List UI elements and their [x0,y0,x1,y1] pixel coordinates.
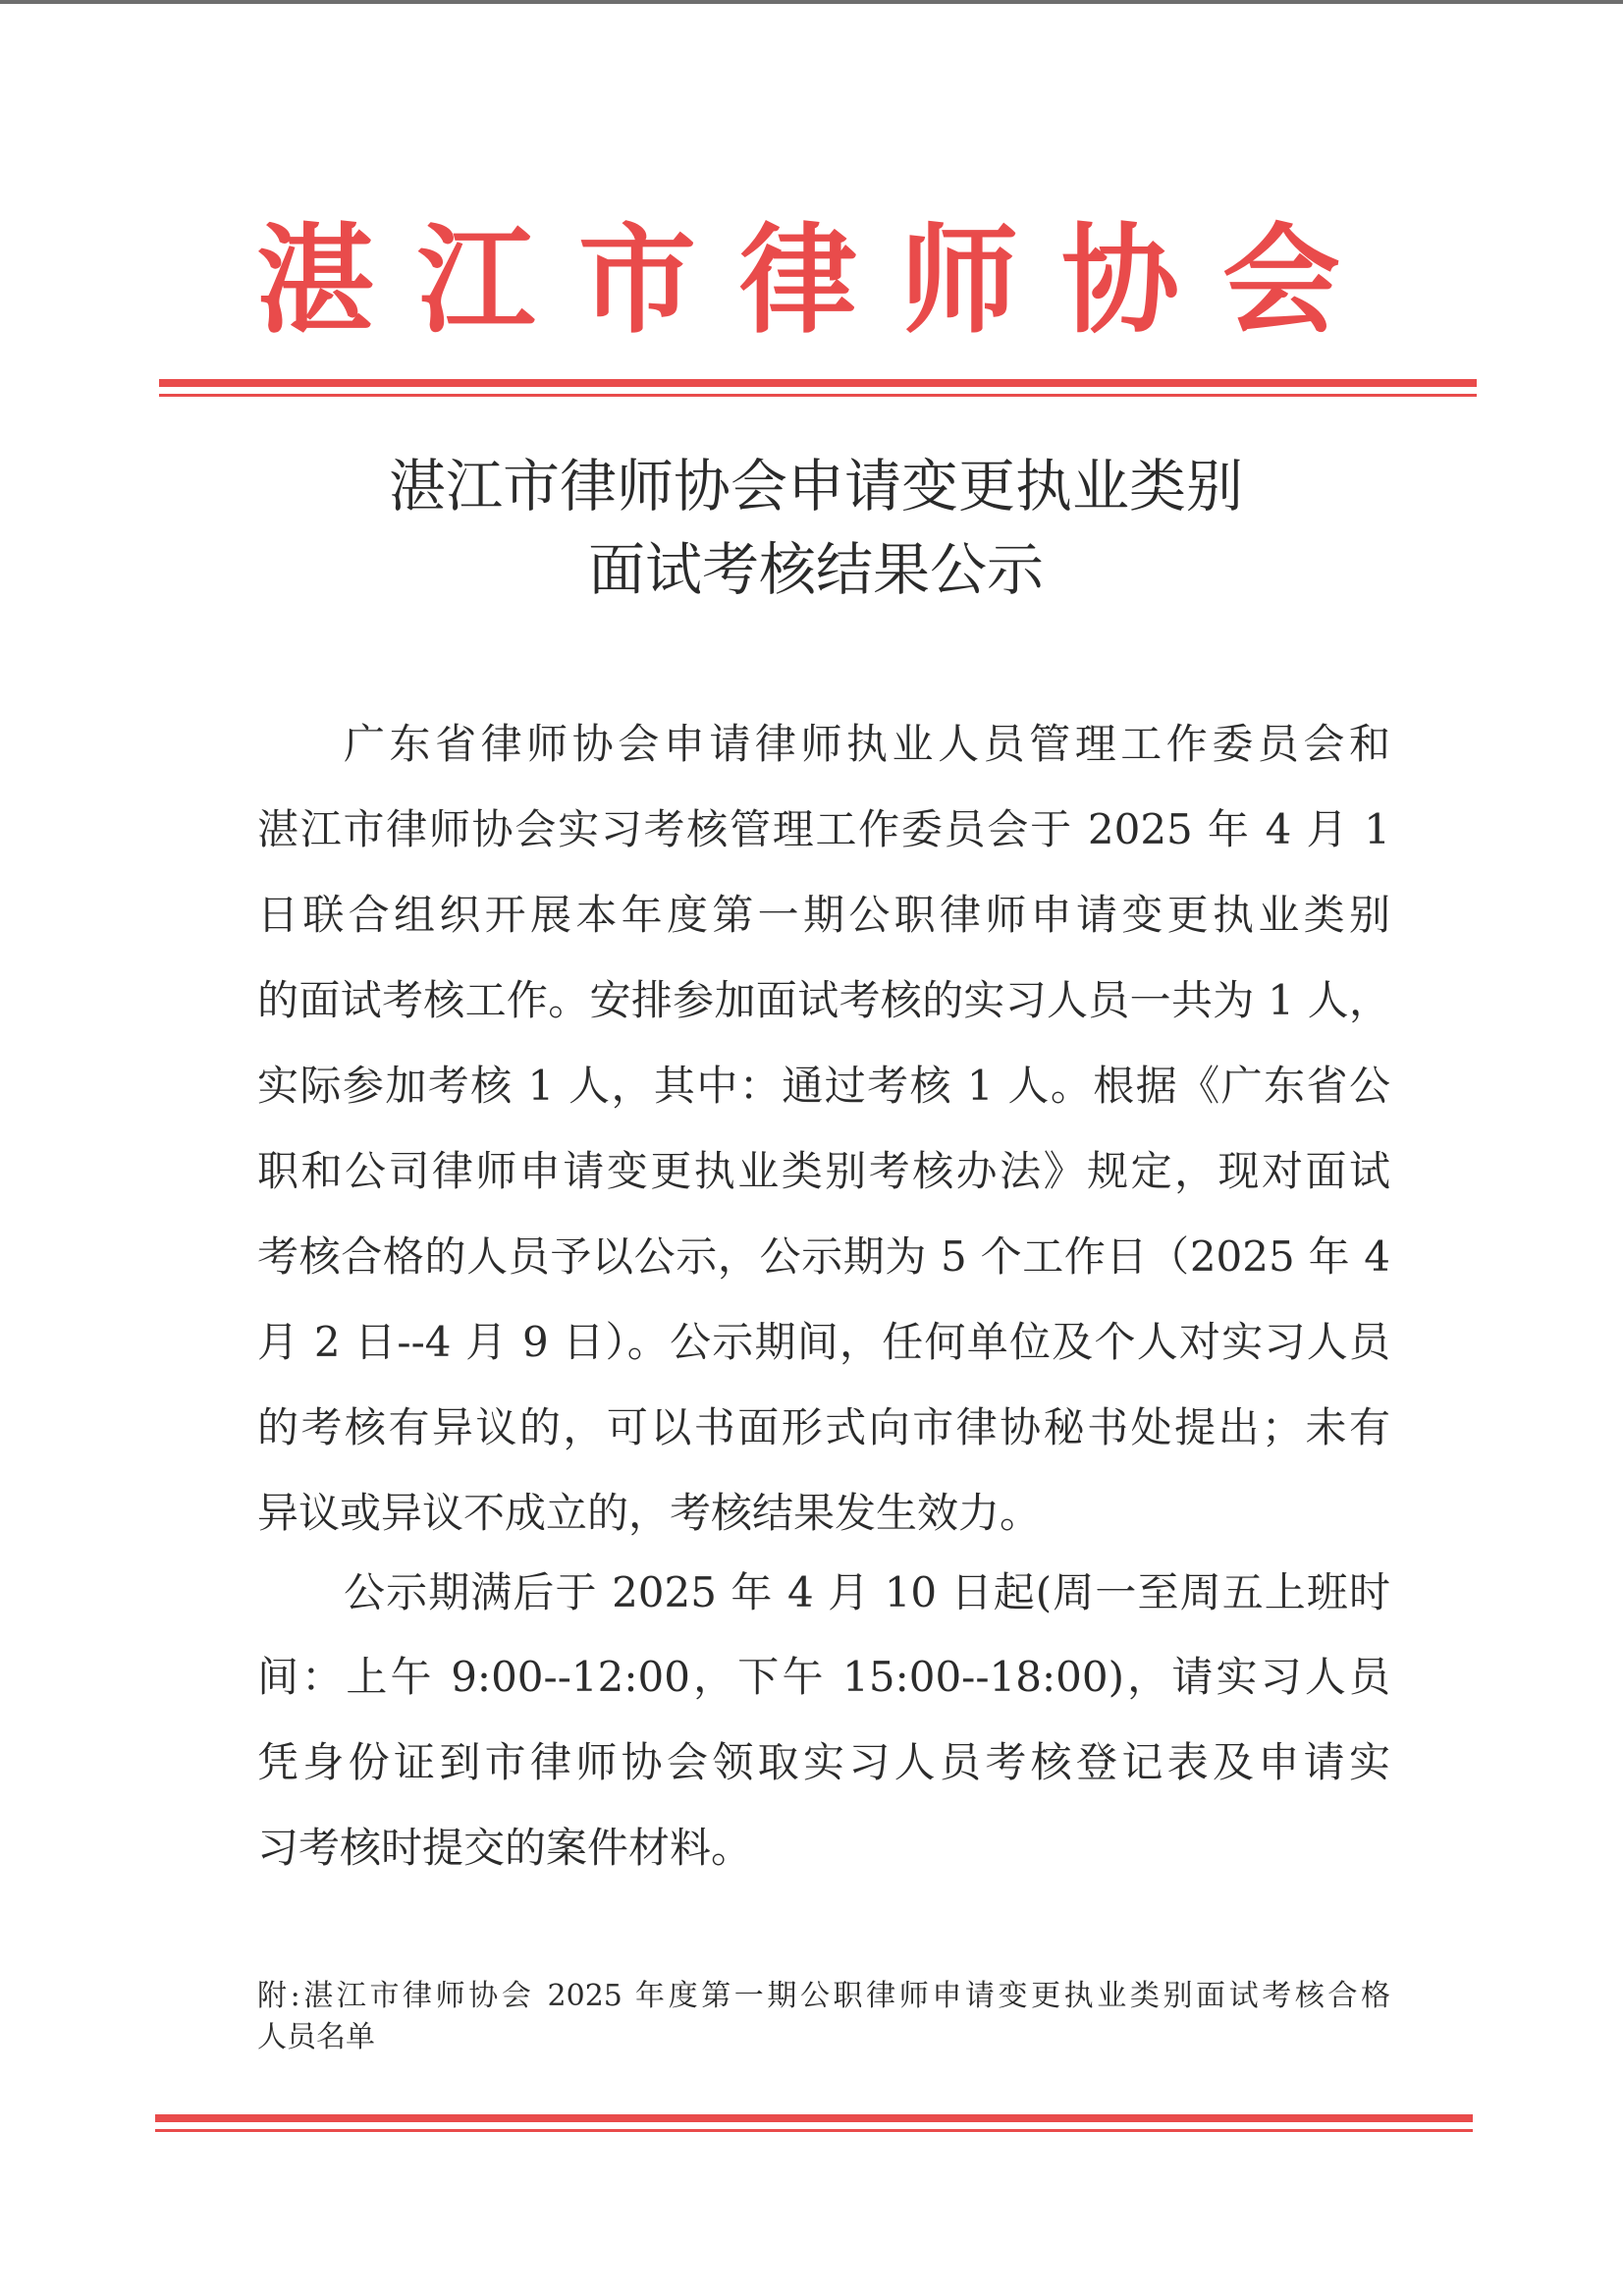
paragraph-1-line: 考核合格的人员予以公示，公示期为 5 个工作日（2025 年 4 [257,1232,1390,1281]
document-title-line-2: 面试考核结果公示 [587,536,1044,603]
letterhead-rule-thin [159,394,1477,397]
attachment-note-line: 人员名单 [257,2020,375,2054]
letterhead-title: 湛江市律师协会 [256,213,1383,350]
footer-rule-thick [155,2114,1473,2122]
paragraph-1-line: 实际参加考核 1 人，其中：通过考核 1 人。根据《广东省公 [257,1062,1390,1110]
paragraph-1-line: 日联合组织开展本年度第一期公职律师申请变更执业类别 [257,891,1390,939]
paragraph-1-line: 的考核有异议的，可以书面形式向市律协秘书处提出；未有 [257,1403,1390,1451]
paragraph-2-line: 公示期满后于 2025 年 4 月 10 日起(周一至周五上班时 [344,1568,1390,1616]
paragraph-2-line: 凭身份证到市律师协会领取实习人员考核登记表及申请实 [257,1738,1390,1786]
paragraph-1-line: 湛江市律师协会实习考核管理工作委员会于 2025 年 4 月 1 [257,805,1390,853]
paragraph-1-line: 月 2 日--4 月 9 日）。公示期间，任何单位及个人对实习人员 [257,1318,1390,1366]
paragraph-1-line: 的面试考核工作。安排参加面试考核的实习人员一共为 1 人， [257,976,1390,1024]
paragraph-1-line: 广东省律师协会申请律师执业人员管理工作委员会和 [344,720,1390,768]
scan-top-edge [0,0,1623,4]
attachment-note-line: 附:湛江市律师协会 2025 年度第一期公职律师申请变更执业类别面试考核合格 [257,1979,1390,2013]
footer-rule-thin [155,2129,1473,2132]
paragraph-1-line: 职和公司律师申请变更执业类别考核办法》规定，现对面试 [257,1147,1390,1195]
letterhead-rule-thick [159,379,1477,387]
paragraph-1-line: 异议或异议不成立的，考核结果发生效力。 [257,1489,1042,1537]
document-title-line-1: 湛江市律师协会申请变更执业类别 [388,453,1243,519]
paragraph-2-line: 间：上午 9:00--12:00，下午 15:00--18:00)，请实习人员 [257,1653,1390,1701]
paragraph-2-line: 习考核时提交的案件材料。 [257,1824,753,1872]
